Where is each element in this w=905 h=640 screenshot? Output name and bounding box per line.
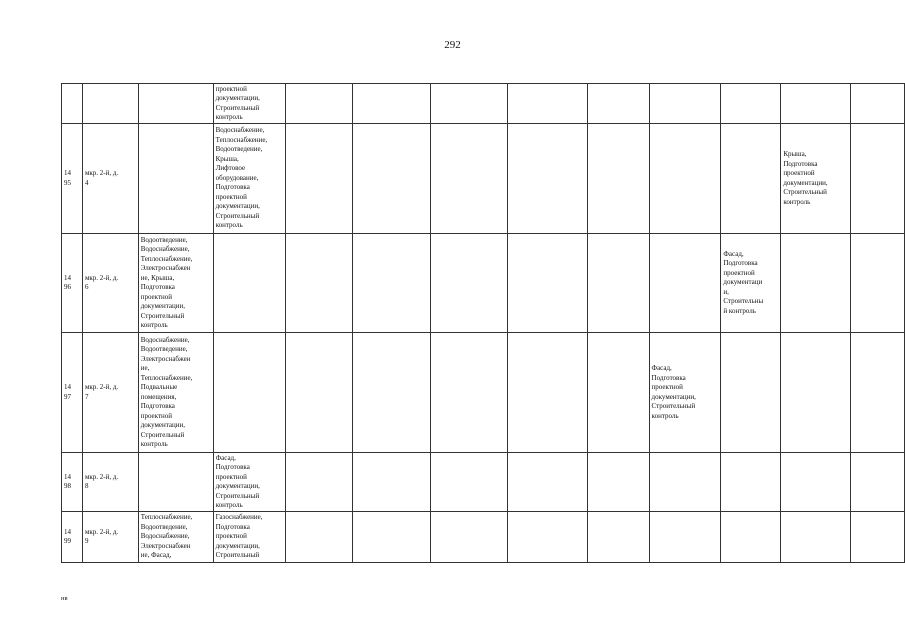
works-cell bbox=[781, 512, 851, 563]
empty-cell bbox=[285, 124, 353, 234]
page-number: 292 bbox=[444, 39, 461, 51]
works-cell bbox=[649, 234, 721, 333]
empty-cell bbox=[430, 333, 508, 453]
empty-cell bbox=[430, 453, 508, 512]
works-cell bbox=[213, 333, 285, 453]
empty-cell bbox=[430, 84, 508, 124]
works-cell: Крыша, Подготовка проектной документации, Строительный контроль bbox=[781, 124, 851, 234]
empty-cell bbox=[508, 124, 588, 234]
row-number: 14 95 bbox=[62, 124, 83, 234]
empty-cell bbox=[430, 512, 508, 563]
empty-cell bbox=[851, 333, 905, 453]
address-cell: мкр. 2-й, д. 8 bbox=[82, 453, 138, 512]
empty-cell bbox=[508, 453, 588, 512]
empty-cell bbox=[430, 234, 508, 333]
empty-cell bbox=[353, 84, 431, 124]
empty-cell bbox=[587, 84, 649, 124]
works-cell bbox=[781, 234, 851, 333]
works-cell bbox=[721, 453, 781, 512]
works-cell bbox=[138, 453, 213, 512]
empty-cell bbox=[587, 512, 649, 563]
works-cell bbox=[781, 333, 851, 453]
works-cell: Фасад, Подготовка проектной документации, Строительный контроль bbox=[213, 453, 285, 512]
table-row bbox=[62, 234, 905, 333]
row-number: 14 99 bbox=[62, 512, 83, 563]
empty-cell bbox=[353, 234, 431, 333]
empty-cell bbox=[353, 512, 431, 563]
works-cell bbox=[649, 124, 721, 234]
empty-cell bbox=[851, 453, 905, 512]
row-number: 14 98 bbox=[62, 453, 83, 512]
works-cell bbox=[721, 124, 781, 234]
empty-cell bbox=[587, 333, 649, 453]
empty-cell bbox=[508, 84, 588, 124]
empty-cell bbox=[430, 124, 508, 234]
work-schedule-table bbox=[61, 83, 905, 563]
row-number: 14 97 bbox=[62, 333, 83, 453]
table-row bbox=[62, 84, 905, 124]
empty-cell bbox=[851, 84, 905, 124]
empty-cell bbox=[851, 512, 905, 563]
works-cell bbox=[649, 84, 721, 124]
works-cell bbox=[138, 84, 213, 124]
empty-cell bbox=[587, 234, 649, 333]
works-cell: Фасад, Подготовка проектной документации, Строительный контроль bbox=[649, 333, 721, 453]
empty-cell bbox=[285, 84, 353, 124]
row-number bbox=[62, 84, 83, 124]
works-cell: Водоснабжение, Теплоснабжение, Водоотведение, Крыша, Лифтовое оборудование, Подготовка проектной документации, Строительный контроль bbox=[213, 124, 285, 234]
table-row bbox=[62, 453, 905, 512]
address-cell bbox=[82, 84, 138, 124]
address-cell: мкр. 2-й, д. 7 bbox=[82, 333, 138, 453]
empty-cell bbox=[508, 333, 588, 453]
works-cell: Газоснабжение, Подготовка проектной документации, Строительный bbox=[213, 512, 285, 563]
works-cell bbox=[721, 512, 781, 563]
empty-cell bbox=[285, 234, 353, 333]
empty-cell bbox=[353, 124, 431, 234]
address-cell: мкр. 2-й, д. 4 bbox=[82, 124, 138, 234]
empty-cell bbox=[851, 234, 905, 333]
table-row bbox=[62, 333, 905, 453]
address-cell: мкр. 2-й, д. 9 bbox=[82, 512, 138, 563]
empty-cell bbox=[587, 453, 649, 512]
works-cell bbox=[213, 234, 285, 333]
table-row bbox=[62, 124, 905, 234]
empty-cell bbox=[285, 333, 353, 453]
works-cell bbox=[781, 453, 851, 512]
works-cell: проектной документации, Строительный контроль bbox=[213, 84, 285, 124]
works-cell bbox=[138, 124, 213, 234]
empty-cell bbox=[285, 512, 353, 563]
empty-cell bbox=[508, 234, 588, 333]
empty-cell bbox=[353, 333, 431, 453]
empty-cell bbox=[851, 124, 905, 234]
works-cell bbox=[649, 453, 721, 512]
works-cell bbox=[649, 512, 721, 563]
footer-mark: нв bbox=[61, 595, 68, 602]
empty-cell bbox=[285, 453, 353, 512]
works-cell bbox=[721, 84, 781, 124]
works-cell bbox=[721, 333, 781, 453]
works-cell: Теплоснабжение, Водоотведение, Водоснабжение, Электроснабжен ие, Фасад, bbox=[138, 512, 213, 563]
works-cell: Водоотведение, Водоснабжение, Теплоснабжение, Электроснабжен ие, Крыша, Подготовка проектной документации, Строительный контроль bbox=[138, 234, 213, 333]
table-row bbox=[62, 512, 905, 563]
empty-cell bbox=[353, 453, 431, 512]
works-cell bbox=[781, 84, 851, 124]
address-cell: мкр. 2-й, д. 6 bbox=[82, 234, 138, 333]
row-number: 14 96 bbox=[62, 234, 83, 333]
empty-cell bbox=[587, 124, 649, 234]
works-cell: Фасад, Подготовка проектной документаци и, Строительны й контроль bbox=[721, 234, 781, 333]
works-cell: Водоснабжение, Водоотведение, Электроснабжен ие, Теплоснабжение, Подвальные помещения, Подготовка проектной документации, Строительный контроль bbox=[138, 333, 213, 453]
empty-cell bbox=[508, 512, 588, 563]
